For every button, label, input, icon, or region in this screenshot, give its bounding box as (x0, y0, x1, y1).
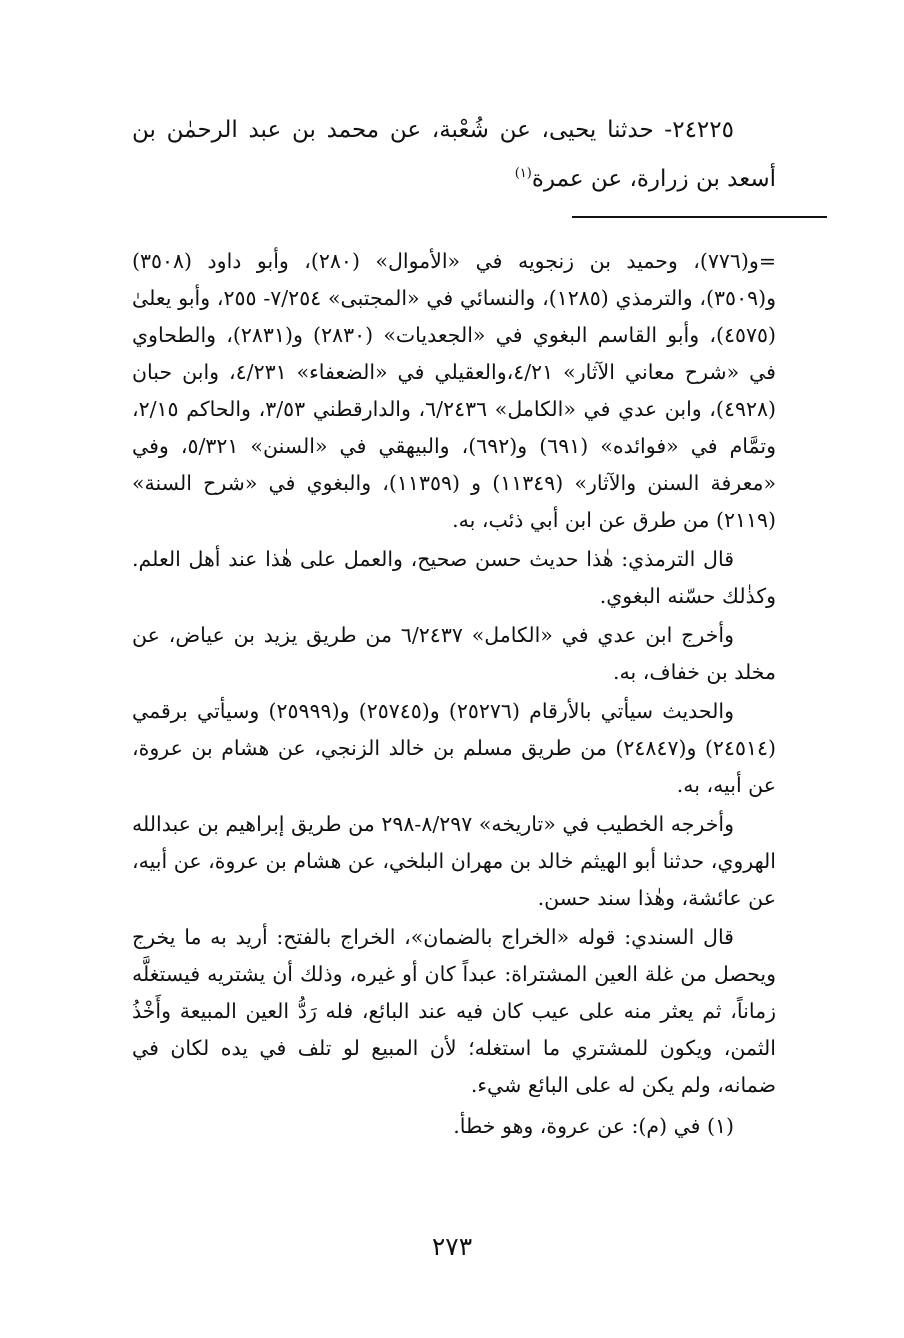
commentary-paragraph: والحديث سيأتي بالأرقام (٢٥٢٧٦) و(٢٥٧٤٥) و(٢٥٩٩٩) وسيأتي برقمي (٢٤٥١٤) و(٢٤٨٤٧) من طريق مسلم بن خالد الزنجي، عن هشام بن عروة، عن أبيه، به. (132, 699, 776, 797)
footnote-text: (١) في (م): عن عروة، وهو خطأ. (453, 1114, 734, 1138)
commentary-paragraph: قال السندي: قوله «الخراج بالضمان»، الخراج بالفتح: أريد به ما يخرج ويحصل من غلة العين المشتراة: عبداً كان أو غيره، وذلك أن يشتريه فيستغلَّه زماناً، ثم يعثر منه على عيب كان فيه عند البائع، فله رَدُّ العين المبيعة وأَخْذُ الثمن، ويكون للمشتري ما استغله؛ لأن المبيع لو تلف في يده لكان في ضمانه، ولم يكن له على البائع شيء. (132, 925, 776, 1097)
commentary-paragraph: قال الترمذي: هٰذا حديث حسن صحيح، والعمل على هٰذا عند أهل العلم. وكذٰلك حسّنه البغوي. (132, 547, 776, 608)
hadith-text-block (132, 108, 776, 201)
footnote-separator-rule (572, 216, 827, 218)
commentary-paragraph: وأخرجه الخطيب في «تاريخه» ٨/٢٩٧-٢٩٨ من طريق إبراهيم بن عبدالله الهروي، حدثنا أبو الهيثم خالد بن مهران البلخي، عن هشام بن عروة، عن أبيه، عن عائشة، وهٰذا سند حسن. (132, 812, 776, 910)
footnote-marker: (١) (514, 166, 532, 181)
commentary-paragraph: =و(٧٧٦)، وحميد بن زنجويه في «الأموال» (٢٨٠)، وأبو داود (٣٥٠٨) و(٣٥٠٩)، والترمذي (١٢٨٥)، والنسائي في «المجتبى» ٧/٢٥٤- ٢٥٥، وأبو يعلىٰ (٤٥٧٥)، وأبو القاسم البغوي في «الجعديات» (٢٨٣٠) و(٢٨٣١)، والطحاوي في «شرح معاني الآثار» ٤/٢١،والعقيلي في «الضعفاء» ٤/٢٣١، وابن حبان (٤٩٢٨)، وابن عدي في «الكامل» ٦/٢٤٣٦، والدارقطني ٣/٥٣، والحاكم ٢/١٥، وتمَّام في «فوائده» (٦٩١) و(٦٩٢)، والبيهقي في «السنن» ٥/٣٢١، وفي «معرفة السنن والآثار» (١١٣٤٩) و (١١٣٥٩)، والبغوي في «شرح السنة» (٢١١٩) من طرق عن ابن أبي ذئب، به. (132, 249, 777, 532)
hadith-paragraph (132, 108, 776, 201)
commentary-block (132, 243, 776, 1147)
page-number: ٢٧٣ (431, 1232, 473, 1261)
hadith-text: ٢٤٢٢٥- حدثنا يحيى، عن شُعْبة، عن محمد بن عبد الرحمٰن بن أسعد بن زرارة، عن عمرة (132, 117, 776, 192)
commentary-paragraph: وأخرج ابن عدي في «الكامل» ٦/٢٤٣٧ من طريق يزيد بن عياض، عن مخلد بن خفاف، به. (132, 623, 776, 684)
